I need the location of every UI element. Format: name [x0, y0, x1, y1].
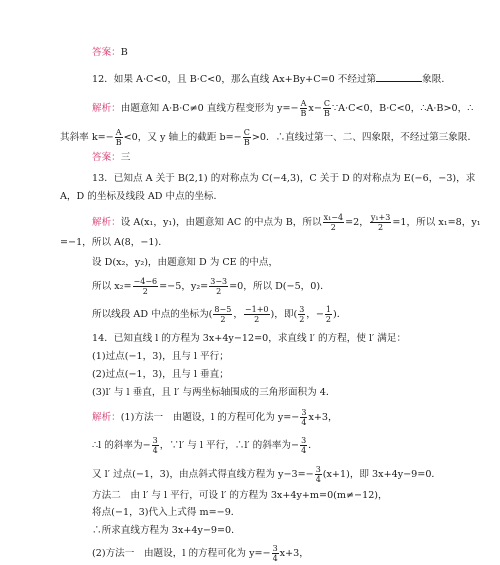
fraction: $\frac{3}{4}$ [301, 436, 307, 455]
q12-slope: 其斜率 k=− $\frac{A}{B}$ <0，又 y 轴上的截距 b=− $\frac{C}{B}$ >0．∴直线过第一、二、四象限，不经过第三象限． [60, 128, 478, 147]
q14-analysis-line7: (2)方法一 由题设，l 的方程可化为 y=− $\frac{3}{4}$ x+3， [92, 544, 309, 563]
fraction: $\frac{3}{4}$ [301, 408, 307, 427]
q13-stem-line1: 13．已知点 A 关于 B(2,1) 的对称点为 C(−4,3)，C 关于 D 的对称点为 E(−6，−3)，求 [92, 173, 476, 184]
fraction: $\frac{3}{4}$ [152, 436, 158, 455]
q13-stem-line2: A，D 的坐标及线段 AD 中点的坐标． [60, 191, 224, 202]
q12-analysis: 解析：由题意知 A·B·C≠0 直线方程变形为 y=− $\frac{A}{B}$ x− $\frac{C}{B}$ ∵A·C<0，B·C<0，∴A·B>0，∴ [92, 99, 474, 118]
q14-stem-line3: (2)过点(−1，3)，且与 l 垂直； [92, 369, 229, 380]
q14-analysis-line2: ∴l 的斜率为− $\frac{3}{4}$ ，∵l′ 与 l 平行，∴l′ 的斜率为− $\frac{3}{4}$ ． [92, 436, 318, 455]
fraction: $\frac{A}{B}$ [300, 99, 307, 118]
fraction: $\frac{-4-6}{2}$ [133, 277, 158, 296]
fraction: $\frac{C}{B}$ [243, 128, 250, 147]
fraction: $\frac{1}{2}$ [325, 305, 332, 324]
q14-analysis-line5: 将点(−1，3)代入上式得 m=−9． [92, 507, 241, 518]
q13-analysis-line3: 设 D(x₂，y₂)，由题意知 D 为 CE 的中点， [92, 257, 279, 268]
q13-analysis-line1: 解析：设 A(x₁，y₁)，由题意知 AC 的中点为 B，所以 $\frac{\text{x₁−4}}{2}$ =2， $\frac{\text{y₁+3}}{2}$ =1，所以 x₁=8，y₁ [92, 213, 481, 232]
fraction: $\frac{\text{x₁−4}}{2}$ [323, 213, 344, 232]
q14-stem-line4: (3)l′ 与 l 垂直，且 l′ 与两坐标轴围成的三角形面积为 4． [92, 387, 336, 398]
q13-analysis-line2: =−1，所以 A(8，−1)． [60, 237, 168, 248]
q14-analysis-line4: 方法二 由 l′ 与 l 平行，可设 l′ 的方程为 3x+4y+m=0(m≠−12)， [92, 490, 388, 501]
fraction: $\frac{3}{2}$ [299, 305, 305, 324]
fraction: $\frac{\text{y₁+3}}{2}$ [370, 213, 391, 232]
fraction: $\frac{3}{4}$ [272, 544, 278, 563]
fraction: $\frac{C}{B}$ [323, 99, 330, 118]
q14-stem-line2: (1)过点(−1，3)，且与 l 平行； [92, 351, 229, 362]
fraction: $\frac{3-3}{2}$ [210, 277, 228, 296]
q12-stem: 12．如果 A·C<0，且 B·C<0，那么直线 Ax+By+C=0 不经过第 象限． [92, 74, 451, 85]
q13-analysis-line5: 所以线段 AD 中点的坐标为( $\frac{8-5}{2}$ ， $\frac{-1+0}{2}$ )，即( $\frac{3}{2}$ ，− $\frac{1}{2}$ )． [92, 305, 347, 324]
q12-answer: 答案：三 [92, 152, 131, 163]
q14-analysis-line3: 又 l′ 过点(−1，3)，由点斜式得直线方程为 y−3=− $\frac{3}{4}$ (x+1)，即 3x+4y−9=0． [92, 465, 442, 484]
q14-analysis-line6: ∴所求直线方程为 3x+4y−9=0． [92, 525, 241, 536]
q14-stem-line1: 14．已知直线 l 的方程为 3x+4y−12=0，求直线 l′ 的方程，使 l′ 满足： [92, 333, 407, 344]
answer-blank [376, 72, 422, 82]
q11-answer: 答案：B [92, 47, 128, 58]
fraction: $\frac{-1+0}{2}$ [244, 305, 269, 324]
fraction: $\frac{3}{4}$ [315, 465, 321, 484]
fraction: $\frac{A}{B}$ [115, 128, 122, 147]
q13-analysis-line4: 所以 x₂= $\frac{-4-6}{2}$ =−5，y₂= $\frac{3-3}{2}$ =0，所以 D(−5，0)． [92, 277, 330, 296]
q14-analysis-line1: 解析：(1)方法一 由题设，l 的方程可化为 y=− $\frac{3}{4}$ x+3， [92, 408, 338, 427]
fraction: $\frac{8-5}{2}$ [214, 305, 232, 324]
